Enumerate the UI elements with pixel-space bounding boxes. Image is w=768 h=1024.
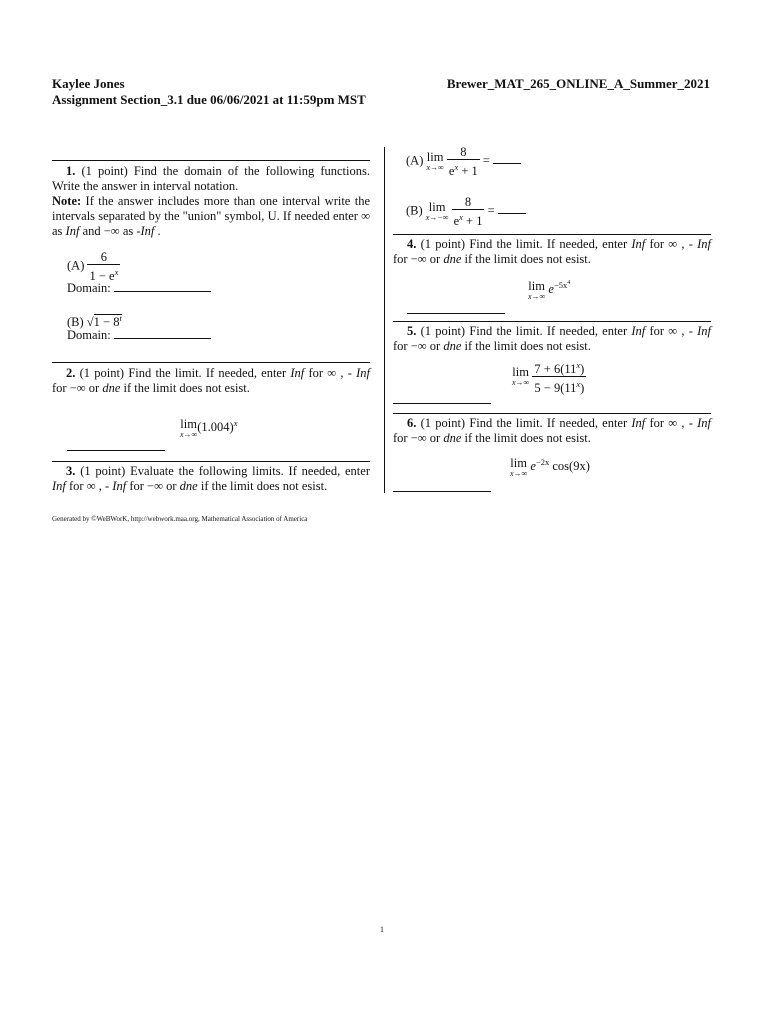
- problem-3-part-b: [406, 195, 526, 228]
- problem-1-part-a-label: (A): [67, 258, 85, 273]
- problem-1-note-label: Note:: [52, 194, 82, 208]
- problem-5-neginf: - Inf: [688, 324, 712, 338]
- problem-6-inf: Inf: [631, 416, 646, 430]
- problem-6-number: 6.: [407, 416, 417, 430]
- problem-3-part-a-fraction: [447, 145, 480, 178]
- lim-subscript: x→∞: [510, 468, 528, 478]
- lim-subscript: x→−∞: [425, 213, 449, 223]
- problem-3-points: (1 point): [80, 464, 126, 478]
- problem-5-text2: for ∞ ,: [649, 324, 685, 338]
- problem-3-neginf: - Inf: [105, 479, 127, 493]
- problem-3-part-b-label: (B): [406, 203, 423, 218]
- limit-tail: cos(9x): [552, 459, 590, 474]
- sqrt-expression: $√1 - 8^t$: [86, 313, 122, 330]
- problem-4-expression: [528, 276, 570, 301]
- problem-4-text4: if the limit does not esist.: [464, 252, 591, 266]
- denominator-exponent: x: [459, 212, 463, 222]
- equals-sign: =: [487, 203, 495, 218]
- problem-5-answer-blank[interactable]: [393, 403, 491, 404]
- limit-exponent: −2x: [535, 457, 550, 467]
- problem-2-points: (1 point): [79, 366, 125, 380]
- limit-operator: [426, 201, 449, 222]
- problem-4-answer-blank[interactable]: [407, 313, 505, 314]
- problem-1-instructions: Find the domain of the following functions. Write the answer in interval notation.: [52, 164, 370, 193]
- problem-6-dne: dne: [443, 431, 462, 445]
- fraction-numerator: 8: [447, 145, 480, 160]
- assignment-title: Assignment Section_3.1 due 06/06/2021 at 11:59pm MST: [52, 92, 366, 107]
- fraction-denominator: [447, 160, 480, 178]
- problem-6-points: (1 point): [420, 416, 466, 430]
- problem-2-text4: if the limit does not esist.: [123, 381, 250, 395]
- problem-6-neginf: - Inf: [688, 416, 712, 430]
- problem-5-text3: for −∞ or: [393, 339, 441, 353]
- problem-3-part-a-answer-blank[interactable]: [493, 151, 521, 164]
- problem-6-text1: Find the limit. If needed, enter: [469, 416, 628, 430]
- limit-base: e: [530, 459, 536, 474]
- problem-3-part-b-fraction: [452, 195, 485, 228]
- equals-sign: =: [482, 153, 490, 168]
- limit-operator: [426, 151, 443, 172]
- problem-2-expression: [180, 416, 238, 439]
- problem-6-text2: for ∞ ,: [649, 416, 685, 430]
- problem-5-text1: Find the limit. If needed, enter: [469, 324, 628, 338]
- limit-exponent: x: [233, 418, 238, 428]
- problem-2-number: 2.: [66, 366, 76, 380]
- problem-1-part-a-domain: [67, 279, 211, 296]
- problem-6-text: [393, 416, 711, 446]
- limit-operator: [510, 457, 527, 478]
- problem-3-text4: if the limit does not esist.: [200, 479, 328, 493]
- denominator-base: 1 − e: [89, 269, 115, 284]
- limit-operator: [528, 280, 545, 301]
- problem-3-text3: for −∞ or: [129, 479, 177, 493]
- domain-a-answer-blank[interactable]: [114, 279, 211, 292]
- problem-2-neginf: - Inf: [347, 366, 371, 380]
- domain-b-answer-blank[interactable]: [114, 326, 211, 339]
- fraction-denominator: [532, 377, 586, 395]
- problem-3-text1: Evaluate the following limits. If needed, enter: [130, 464, 370, 478]
- course-name: Brewer_MAT_265_ONLINE_A_Summer_2021: [446, 76, 710, 91]
- problem-4-text1: Find the limit. If needed, enter: [469, 237, 628, 251]
- problem-4-inf: Inf: [631, 237, 646, 251]
- lim-subscript: x→∞: [180, 429, 198, 439]
- lim-subscript: x→∞: [512, 378, 530, 388]
- problem-5-inf: Inf: [631, 324, 646, 338]
- lim-text: lim: [428, 200, 446, 215]
- problem-3-rule: [52, 461, 370, 462]
- column-divider: [384, 147, 385, 493]
- fraction-numerator: 8: [452, 195, 485, 210]
- problem-5-dne: dne: [443, 339, 462, 353]
- problem-2-text2: for ∞ ,: [308, 366, 344, 380]
- problem-5-text4: if the limit does not esist.: [464, 339, 591, 353]
- lim-subscript: x→∞: [528, 291, 546, 301]
- problem-6-text4: if the limit does not esist.: [464, 431, 591, 445]
- problem-6-text3: for −∞ or: [393, 431, 441, 445]
- lim-text: lim: [512, 365, 529, 380]
- problem-4-text: [393, 237, 711, 267]
- problem-4-text3: for −∞ or: [393, 252, 441, 266]
- problem-1-points: (1 point): [81, 164, 128, 178]
- numerator-text: 7 + 6(11: [534, 362, 577, 377]
- problem-1-part-b-domain: [67, 326, 211, 343]
- problem-4-neginf: - Inf: [688, 237, 712, 251]
- radicand-exponent: t: [119, 313, 122, 323]
- lim-text: lim: [510, 455, 527, 470]
- exponent-main: −5x: [553, 279, 568, 290]
- lim-text: lim: [180, 416, 197, 431]
- problem-5-fraction: [532, 358, 586, 395]
- problem-3-number: 3.: [66, 464, 76, 478]
- problem-4-text2: for ∞ ,: [649, 237, 685, 251]
- problem-1-inf: Inf: [65, 224, 80, 238]
- problem-1-rule: [52, 160, 370, 161]
- limit-operator: [512, 366, 529, 387]
- denominator-exponent: x: [114, 267, 119, 277]
- lim-text: lim: [528, 278, 545, 293]
- fraction-denominator: [452, 210, 485, 228]
- denominator-close: ): [580, 381, 585, 396]
- problem-1-note-and: and −∞ as: [82, 224, 134, 238]
- problem-2-text3: for −∞ or: [52, 381, 100, 395]
- problem-4-points: (1 point): [420, 237, 466, 251]
- problem-3-part-b-answer-blank[interactable]: [498, 201, 526, 214]
- problem-3-text: [52, 464, 370, 494]
- generator-footer: Generated by ©WeBWorK, http://webwork.maa.org, Mathematical Association of America: [52, 515, 308, 523]
- problem-4-rule: [393, 234, 711, 235]
- fraction-numerator: [532, 358, 586, 377]
- numerator-exponent: x: [576, 360, 581, 370]
- fraction-numerator: 6: [87, 250, 120, 265]
- lim-subscript: x→∞: [426, 163, 444, 173]
- limit-expression: (1.004): [197, 420, 234, 435]
- denominator-base: e: [448, 164, 455, 179]
- numerator-close: ): [580, 362, 585, 377]
- problem-2-dne: dne: [102, 381, 121, 395]
- domain-label-b: Domain:: [67, 328, 111, 342]
- denominator-exponent: x: [454, 162, 459, 172]
- problem-2-answer-blank[interactable]: [67, 450, 165, 451]
- denominator-exponent: x: [576, 379, 581, 390]
- page-number: 1: [380, 925, 384, 934]
- denominator-base: e: [453, 214, 460, 229]
- domain-label-a: Domain:: [67, 281, 111, 295]
- lim-text: lim: [426, 150, 444, 165]
- problem-3-dne: dne: [179, 479, 198, 493]
- problem-1-note-end: .: [157, 224, 161, 238]
- problem-1-part-b-label: (B): [67, 315, 84, 330]
- problem-3-part-a: [406, 145, 521, 178]
- problem-5-rule: [393, 321, 711, 322]
- problem-6-rule: [393, 413, 711, 414]
- problem-2-inf: Inf: [290, 366, 305, 380]
- problem-4-dne: dne: [443, 252, 462, 266]
- problem-1-note-text: If the answer includes more than one interval write the intervals separated by the "union" symbol, U. If needed enter ∞ as: [52, 194, 371, 238]
- problem-3-inf: Inf: [52, 479, 66, 493]
- denominator-tail: + 1: [458, 164, 478, 179]
- problem-2-rule: [52, 362, 370, 363]
- problem-2-text: [52, 366, 370, 396]
- student-name: Kaylee Jones: [52, 76, 125, 91]
- problem-5-points: (1 point): [420, 324, 466, 338]
- limit-base: e: [548, 281, 554, 296]
- exponent-power: 4: [567, 280, 571, 286]
- problem-6-expression: [510, 455, 590, 478]
- problem-5-text: [393, 324, 711, 354]
- problem-5-number: 5.: [407, 324, 417, 338]
- problem-2-text1: Find the limit. If needed, enter: [128, 366, 287, 380]
- limit-operator: [180, 418, 197, 439]
- denominator-text: 5 − 9(11: [534, 381, 577, 396]
- problem-3-part-a-label: (A): [406, 153, 424, 168]
- problem-1-neginf: -Inf: [136, 224, 155, 238]
- problem-5-expression: [512, 358, 586, 395]
- problem-1-text: [52, 164, 370, 239]
- problem-4-number: 4.: [407, 237, 417, 251]
- radicand-text: 1 − 8: [93, 315, 120, 330]
- limit-exponent: [554, 280, 570, 290]
- denominator-tail: + 1: [462, 214, 483, 229]
- problem-1-number: 1.: [66, 164, 76, 178]
- problem-6-answer-blank[interactable]: [393, 491, 491, 492]
- problem-3-text2: for ∞ ,: [69, 479, 102, 493]
